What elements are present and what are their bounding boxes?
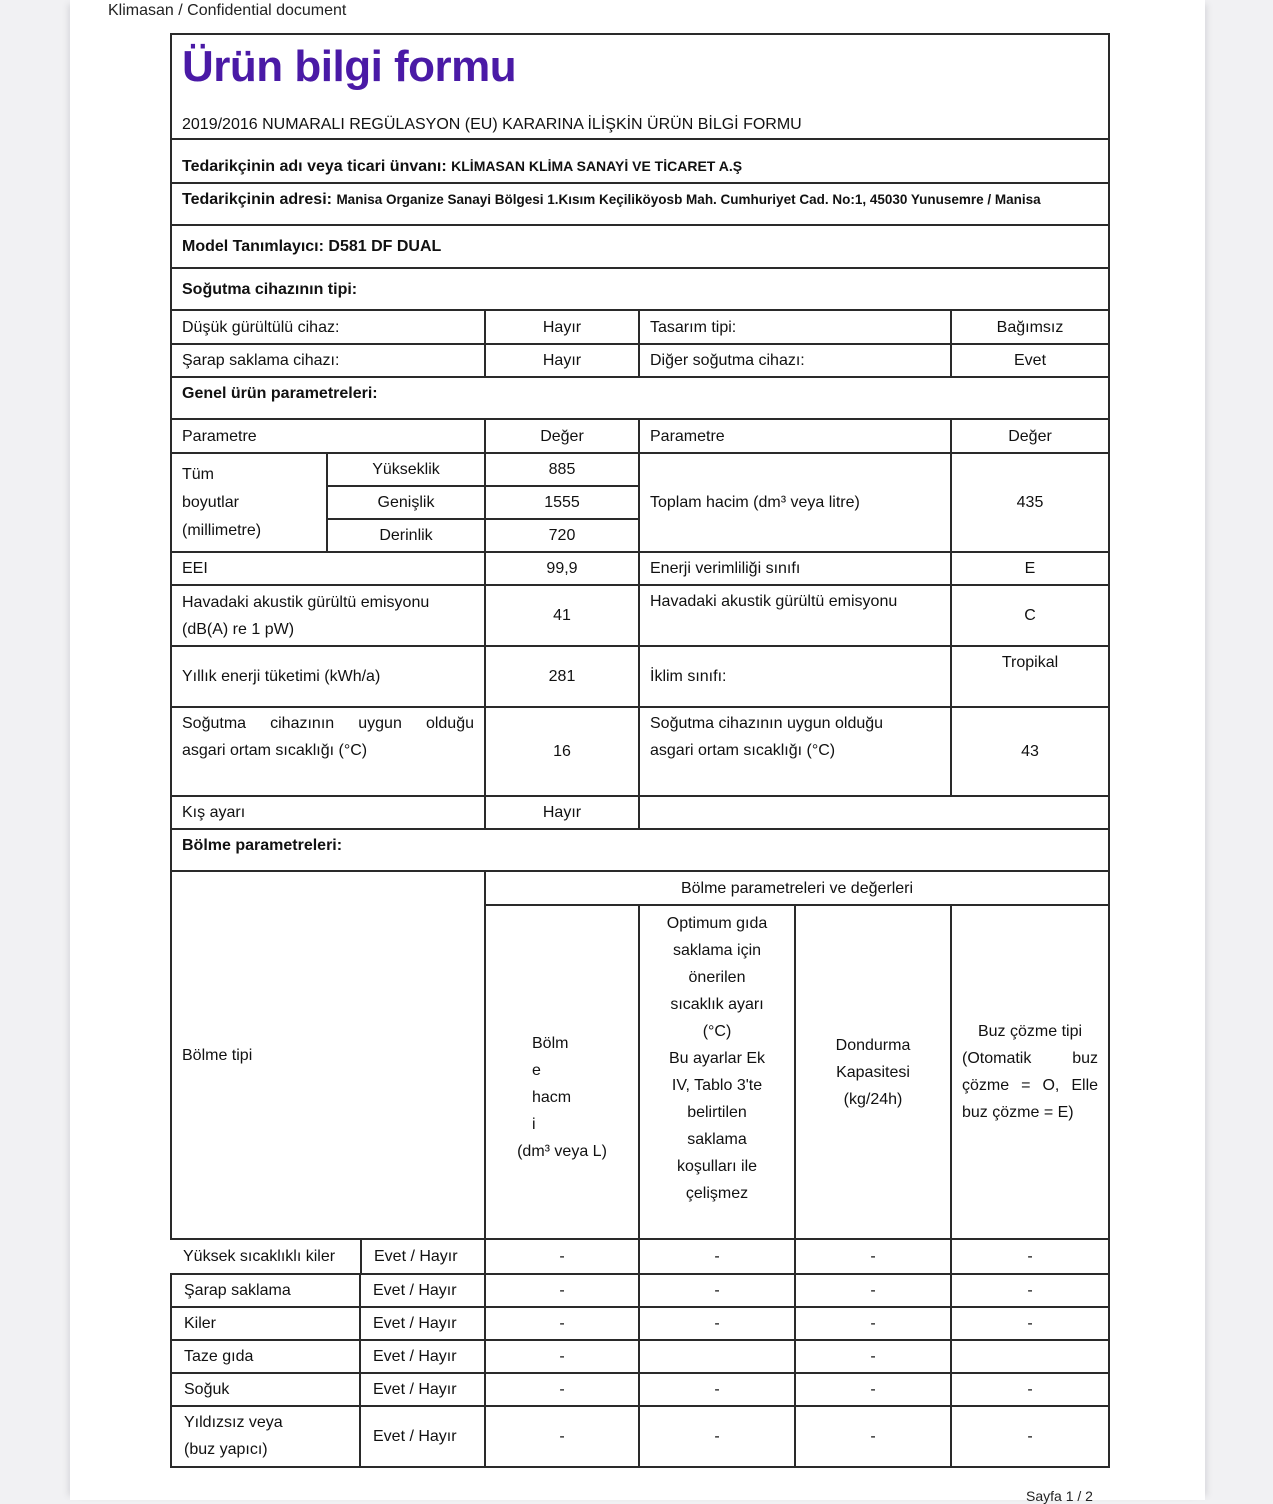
design-type-value: Bağımsız [951,310,1109,344]
compartment-group-header: Bölme parametreleri ve değerleri [485,871,1109,905]
winter-setting-label: Kış ayarı [171,796,485,829]
compartment-freeze: - [795,1274,951,1307]
compartment-name: Soğuk [172,1374,361,1405]
compartment-freeze: - [795,1239,951,1274]
total-volume-value: 435 [951,453,1109,552]
width-value: 1555 [485,486,639,519]
compartment-presence: Evet / Hayır [373,1428,457,1445]
compartment-temp: - [639,1239,795,1274]
table-row [171,1307,1109,1340]
low-noise-value: Hayır [485,310,639,344]
general-params-heading: Genel ürün parametreleri: [171,377,1109,419]
eei-label: EEI [171,552,485,585]
compartment-presence: Evet / Hayır [373,1315,457,1332]
min-temp-value: 16 [485,707,639,796]
compartment-volume: - [485,1239,639,1274]
param-header-right: Parametre [639,419,951,453]
supplier-address-value: Manisa Organize Sanayi Bölgesi 1.Kısım Keçiliköyosb Mah. Cumhuriyet Cad. No:1, 45030 Yunusemre / Manisa [336,192,1041,207]
compartment-volume: - [485,1307,639,1340]
table-row [171,1340,1109,1373]
form-title: Ürün bilgi formu [182,42,517,91]
model-value: D581 DF DUAL [328,238,442,255]
noise-class-label: Havadaki akustik gürültü emisyonu [639,585,951,646]
wine-storage-label: Şarap saklama cihazı: [171,344,485,377]
width-label: Genişlik [327,486,485,519]
design-type-label: Tasarım tipi: [639,310,951,344]
form-header-cell [171,34,1109,139]
compartment-temp: - [639,1373,795,1406]
compartment-presence: Evet / Hayır [373,1381,457,1398]
dimensions-label: Tüm boyutlar (millimetre) [171,453,327,552]
compartment-defrost: - [951,1239,1109,1274]
compartment-temp: - [639,1406,795,1467]
climate-class-value: Tropikal [951,646,1109,707]
max-temp-label: Soğutma cihazının uygun olduğu asgari ortam sıcaklığı (°C) [639,707,951,796]
wine-storage-value: Hayır [485,344,639,377]
low-noise-label: Düşük gürültülü cihaz: [171,310,485,344]
compartment-volume-header: Bölm e hacm i (dm³ veya L) [485,905,639,1239]
compartment-presence: Evet / Hayır [373,1282,457,1299]
total-volume-label: Toplam hacim (dm³ veya litre) [639,453,951,552]
table-row [171,1373,1109,1406]
noise-emission-value: 41 [485,585,639,646]
climate-class-label: İklim sınıfı: [639,646,951,707]
table-row [171,1406,1109,1467]
compartment-volume: - [485,1406,639,1467]
compartment-defrost: - [951,1274,1109,1307]
noise-emission-label: Havadaki akustik gürültü emisyonu (dB(A) re 1 pW) [171,585,485,646]
compartment-freeze: - [795,1340,951,1373]
compartment-volume: - [485,1274,639,1307]
compartment-temp-header: Optimum gıda saklama için önerilen sıcaklık ayarı (°C) Bu ayarlar Ek IV, Tablo 3'te belirtilen saklama koşulları ile çelişmez [639,905,795,1239]
compartment-defrost [951,1340,1109,1373]
compartment-freeze: - [795,1373,951,1406]
annual-energy-label: Yıllık enerji tüketimi (kWh/a) [171,646,485,707]
compartment-defrost: - [951,1406,1109,1467]
energy-class-value: E [951,552,1109,585]
compartment-volume: - [485,1373,639,1406]
depth-label: Derinlik [327,519,485,552]
min-temp-label: Soğutma cihazının uygun olduğu asgari ortam sıcaklığı (°C) [171,707,485,796]
compartment-name: Kiler [172,1308,361,1339]
model-label: Model Tanımlayıcı: [182,238,324,255]
supplier-name-row [171,139,1109,183]
page-number: Sayfa 1 / 2 [1026,1488,1093,1504]
compartment-presence: Evet / Hayır [373,1348,457,1365]
product-info-form [170,33,1110,1468]
eei-value: 99,9 [485,552,639,585]
compartment-freeze-header: Dondurma Kapasitesi (kg/24h) [795,905,951,1239]
compartment-temp: - [639,1307,795,1340]
empty-cell [639,796,1109,829]
winter-setting-value: Hayır [485,796,639,829]
annual-energy-value: 281 [485,646,639,707]
compartment-temp [639,1340,795,1373]
other-cooling-value: Evet [951,344,1109,377]
compartment-defrost-header: Buz çözme tipi (Otomatik buz çözme = O, Elle buz çözme = E) [951,905,1109,1239]
document-watermark: Klimasan / Confidential document [108,2,347,19]
noise-class-value: C [951,585,1109,646]
max-temp-value: 43 [951,707,1109,796]
supplier-name-label: Tedarikçinin adı veya ticari ünvanı: [182,158,447,175]
compartment-type-label: Bölme tipi [171,871,485,1239]
compartment-volume: - [485,1340,639,1373]
height-value: 885 [485,453,639,486]
compartment-params-heading: Bölme parametreleri: [171,829,1109,871]
compartment-name: Şarap saklama [172,1275,361,1306]
compartment-defrost: - [951,1373,1109,1406]
table-row [171,1274,1109,1307]
compartment-temp: - [639,1274,795,1307]
supplier-address-label: Tedarikçinin adresi: [182,191,332,208]
energy-class-label: Enerji verimliliği sınıfı [639,552,951,585]
compartment-presence: Evet / Hayır [374,1248,458,1265]
other-cooling-label: Diğer soğutma cihazı: [639,344,951,377]
compartment-name: Yüksek sıcaklıklı kiler [171,1240,362,1273]
param-header-left: Parametre [171,419,485,453]
table-row [171,1239,1109,1274]
cooling-type-heading: Soğutma cihazının tipi: [171,268,1109,310]
compartment-name: Taze gıda [172,1341,361,1372]
compartment-defrost: - [951,1307,1109,1340]
model-row [171,225,1109,268]
compartment-freeze: - [795,1307,951,1340]
form-subtitle: 2019/2016 NUMARALI REGÜLASYON (EU) KARARINA İLİŞKİN ÜRÜN BİLGİ FORMU [182,116,802,133]
supplier-name-value: KLİMASAN KLİMA SANAYİ VE TİCARET A.Ş [451,158,743,174]
compartment-freeze: - [795,1406,951,1467]
value-header-right: Değer [951,419,1109,453]
depth-value: 720 [485,519,639,552]
height-label: Yükseklik [327,453,485,486]
compartment-name: Yıldızsız veya (buz yapıcı) [172,1407,361,1466]
supplier-address-row [171,183,1109,225]
value-header-left: Değer [485,419,639,453]
